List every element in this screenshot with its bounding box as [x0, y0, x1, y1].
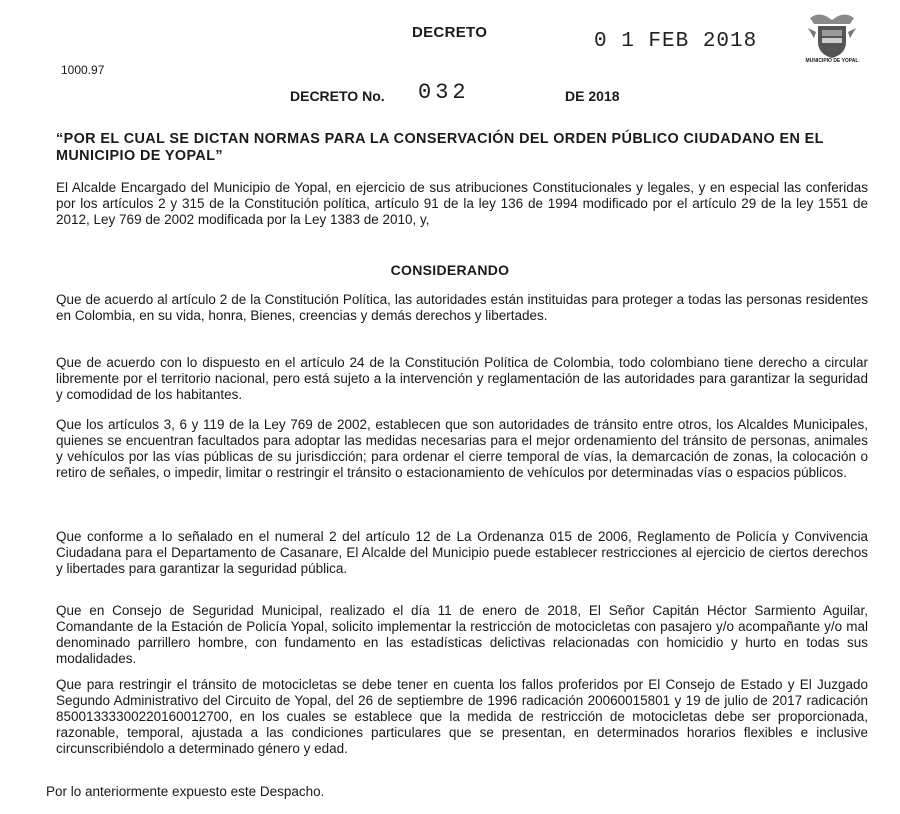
- decree-header-word: DECRETO: [412, 24, 488, 41]
- date-stamp: 0 1 FEB 2018: [594, 30, 758, 53]
- considerando-paragraph: Que para restringir el tránsito de motocicletas se debe tener en cuenta los fallos proferidos por El Consejo de Estado y El Juzgado Segundo Administrativo del Circuito de Yopal, del 26 de septiembre de 1996 radicación 20060015801 y 19 de julio de 2017 radicación 85001333300220160012700, en los cuales se establece que la medida de restricción de motocicletas debe ser proporcionada, razonable, temporal, ajustada a las condiciones particulares que se presentan, en determinados horarios flexibles e inclusive circunscribiéndolo a determinado género y edad.: [56, 677, 868, 756]
- logo-caption: MUNICIPIO DE YOPAL: [805, 58, 859, 64]
- decree-number-value: 032: [418, 80, 470, 105]
- intro-paragraph: El Alcalde Encargado del Municipio de Yopal, en ejercicio de sus atribuciones Constitucionales y legales, y en especial las conferidas por los artículos 2 y 315 de la Constitución política, artículo 91 de la ley 136 de 1994 modificado por el artículo 29 de la ley 1551 de 2012, Ley 769 de 2002 modificada por la Ley 1383 de 2010, y,: [56, 180, 868, 227]
- considerando-heading: CONSIDERANDO: [390, 262, 510, 278]
- considerando-paragraph: Que de acuerdo con lo dispuesto en el artículo 24 de la Constitución Política de Colombia, todo colombiano tiene derecho a circular libremente por el territorio nacional, pero está sujeto a la intervención y reglamentación de las autoridades para garantizar la seguridad y comodidad de los habitantes.: [56, 355, 868, 402]
- decree-number-line: [290, 80, 670, 106]
- reference-code: 1000.97: [61, 63, 105, 77]
- considerando-paragraph: Que los artículos 3, 6 y 119 de la Ley 769 de 2002, establecen que son autoridades de tránsito entre otros, los Alcaldes Municipales, quienes se encuentran facultados para adoptar las medidas necesarias para el mejor ordenamiento del tránsito de personas, animales y vehículos por las vías públicas de su jurisdicción; para ordenar el cierre temporal de vías, la demarcación de zonas, la colocación o retiro de señales, o impedir, limitar o restringir el tránsito o estacionamiento de vehículos por determinadas vías o espacios públicos.: [56, 417, 868, 480]
- considerando-paragraph: Que conforme a lo señalado en el numeral 2 del artículo 12 de La Ordenanza 015 de 2006, Reglamento de Policía y Convivencia Ciudadana para el Departamento de Casanare, El Alcalde del Municipio puede establecer restricciones al ejercicio de ciertos derechos y libertades para garantizar la seguridad pública.: [56, 529, 868, 576]
- decree-title: “POR EL CUAL SE DICTAN NORMAS PARA LA CONSERVACIÓN DEL ORDEN PÚBLICO CIUDADANO EN EL MUNICIPIO DE YOPAL”: [56, 131, 824, 164]
- considerando-paragraph: Que de acuerdo al artículo 2 de la Constitución Política, las autoridades están instituidas para proteger a todas las personas residentes en Colombia, en su vida, honra, Bienes, creencias y demás derechos y libertades.: [56, 292, 868, 323]
- considerando-paragraph: Que en Consejo de Seguridad Municipal, realizado el día 11 de enero de 2018, El Señor Capitán Héctor Sarmiento Aguilar, Comandante de la Estación de Policía Yopal, solicito implementar la restricción de motocicletas con pasajero y/o acompañante y/o mal denominado parrillero hombre, con fundamento en las estadísticas delictivas relacionadas con homicidio y hurto en todas sus modalidades.: [56, 603, 868, 666]
- closing-line: Por lo anteriormente expuesto este Despacho.: [46, 784, 325, 799]
- decree-number-label: DECRETO No.: [290, 88, 385, 104]
- decree-year-label: DE 2018: [565, 88, 620, 104]
